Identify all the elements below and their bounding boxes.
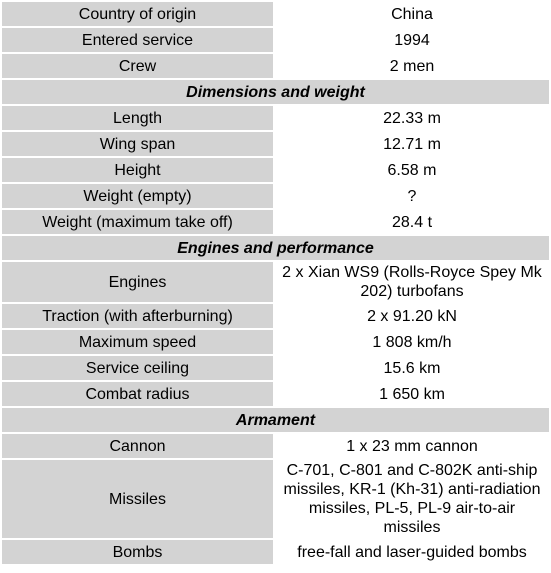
spec-row-weight-max (2, 210, 549, 234)
spec-row-combat-radius (2, 382, 549, 406)
spec-row-service-ceiling (2, 356, 549, 380)
spec-value-crew: 2 men (275, 54, 549, 78)
spec-label-combat-radius: Combat radius (2, 382, 273, 406)
spec-row-traction (2, 304, 549, 328)
spec-row-weight-empty (2, 184, 549, 208)
section-header-row (2, 408, 549, 432)
spec-row-cannon (2, 434, 549, 458)
spec-value-engines: 2 x Xian WS9 (Rolls-Royce Spey Mk 202) turbofans (275, 262, 549, 302)
spec-value-missiles: C-701, C-801 and C-802K anti-ship missiles, KR-1 (Kh-31) anti-radiation missiles, PL-5, PL-9 air-to-air missiles (275, 460, 549, 538)
spec-value-combat-radius: 1 650 km (275, 382, 549, 406)
spec-value-max-speed: 1 808 km/h (275, 330, 549, 354)
spec-label-bombs: Bombs (2, 540, 273, 564)
spec-row-height (2, 158, 549, 182)
section-header-row (2, 80, 549, 104)
spec-label-max-speed: Maximum speed (2, 330, 273, 354)
spec-row-country (2, 2, 549, 26)
spec-row-max-speed (2, 330, 549, 354)
spec-row-crew (2, 54, 549, 78)
spec-value-cannon: 1 x 23 mm cannon (275, 434, 549, 458)
spec-value-service-ceiling: 15.6 km (275, 356, 549, 380)
spec-row-engines (2, 262, 549, 302)
spec-value-country: China (275, 2, 549, 26)
spec-value-wing-span: 12.71 m (275, 132, 549, 156)
spec-label-wing-span: Wing span (2, 132, 273, 156)
section-header-row (2, 236, 549, 260)
spec-label-missiles: Missiles (2, 460, 273, 538)
spec-row-length (2, 106, 549, 130)
spec-label-weight-max: Weight (maximum take off) (2, 210, 273, 234)
spec-label-weight-empty: Weight (empty) (2, 184, 273, 208)
spec-value-entered-service: 1994 (275, 28, 549, 52)
spec-label-engines: Engines (2, 262, 273, 302)
spec-row-bombs (2, 540, 549, 564)
spec-label-crew: Crew (2, 54, 273, 78)
spec-label-entered-service: Entered service (2, 28, 273, 52)
section-title-engines: Engines and performance (2, 236, 549, 260)
spec-value-weight-max: 28.4 t (275, 210, 549, 234)
spec-value-bombs: free-fall and laser-guided bombs (275, 540, 549, 564)
spec-label-length: Length (2, 106, 273, 130)
spec-row-missiles (2, 460, 549, 538)
spec-label-country: Country of origin (2, 2, 273, 26)
spec-value-weight-empty: ? (275, 184, 549, 208)
spec-row-entered-service (2, 28, 549, 52)
spec-label-traction: Traction (with afterburning) (2, 304, 273, 328)
spec-row-wing-span (2, 132, 549, 156)
spec-value-length: 22.33 m (275, 106, 549, 130)
spec-label-cannon: Cannon (2, 434, 273, 458)
section-title-dimensions: Dimensions and weight (2, 80, 549, 104)
spec-label-service-ceiling: Service ceiling (2, 356, 273, 380)
spec-value-height: 6.58 m (275, 158, 549, 182)
spec-label-height: Height (2, 158, 273, 182)
spec-value-traction: 2 x 91.20 kN (275, 304, 549, 328)
section-title-armament: Armament (2, 408, 549, 432)
